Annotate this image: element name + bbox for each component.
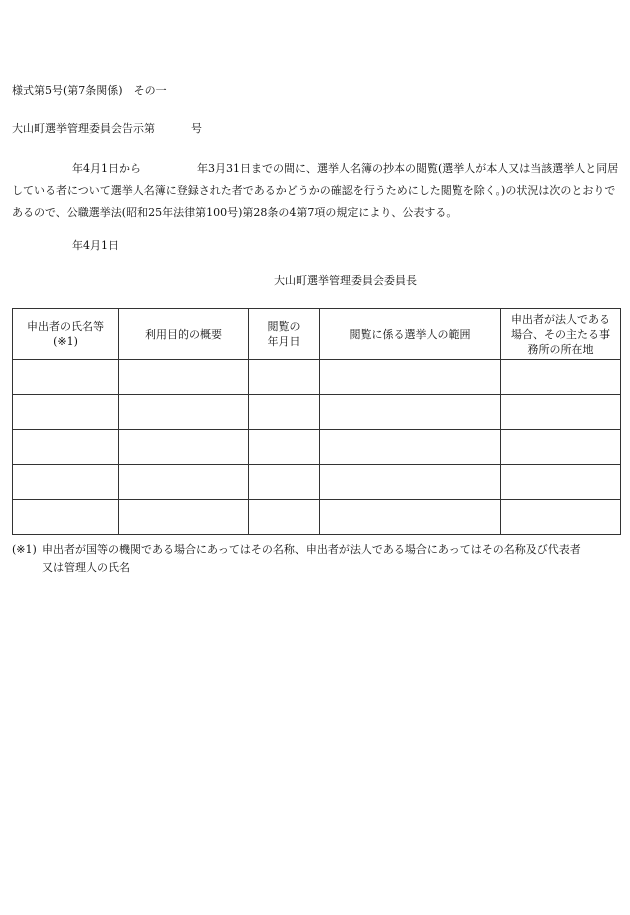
header-applicant-name (13, 309, 119, 360)
notice-suffix: 号 (191, 122, 202, 135)
table-row (13, 395, 621, 430)
header-voter-scope-line1: 閲覧に係る選挙人の範囲 (349, 327, 471, 341)
table-cell (119, 395, 249, 430)
table-cell (501, 360, 621, 395)
table-cell (320, 430, 501, 465)
notice-number (12, 121, 202, 137)
table-cell (249, 430, 320, 465)
table-row (13, 430, 621, 465)
table-cell (249, 360, 320, 395)
table-cell (320, 500, 501, 535)
footnote-line-2: 又は管理人の氏名 (42, 561, 130, 574)
header-office-address-line1: 申出者が法人である (511, 312, 610, 326)
table-cell (501, 430, 621, 465)
table-cell (501, 395, 621, 430)
notice-body (12, 158, 620, 224)
table-cell (13, 465, 119, 500)
header-purpose (119, 309, 249, 360)
notice-prefix: 大山町選挙管理委員会告示第 (12, 122, 155, 135)
header-inspection-date-line2: 年月日 (267, 335, 301, 348)
header-applicant-name-line2: (※1) (53, 335, 78, 348)
table-cell (13, 395, 119, 430)
header-office-address-line2: 場合、その主たる事 (511, 327, 610, 341)
body-part-1: 年4月1日から (72, 162, 141, 175)
table-row (13, 465, 621, 500)
inspection-table (12, 308, 621, 535)
table-row (13, 360, 621, 395)
header-office-address (501, 309, 621, 360)
table-cell (119, 500, 249, 535)
header-office-address-line3: 務所の所在地 (527, 342, 594, 356)
table-cell (119, 360, 249, 395)
table-cell (501, 500, 621, 535)
header-purpose-line1: 利用目的の概要 (145, 327, 222, 341)
footnote-mark: (※1) (12, 543, 37, 556)
body-part-2: 年3月31日までの間に、選挙人名簿の抄本の閲覧(選挙人が本人又は当該選挙人と同居している者について選挙人名簿に登録された者であるかどうかの確認を行うためにした閲覧を除く。)の状況は次のとおりであるので、公職選挙法(昭和25年法律第100号)第28条の4第7項の規定により、公表する。 (12, 162, 619, 219)
signature-chairman: 大山町選挙管理委員会委員長 (274, 274, 417, 287)
table-cell (119, 430, 249, 465)
footnote (12, 541, 622, 577)
table-cell (320, 465, 501, 500)
footnote-line-1: 申出者が国等の機関である場合にあってはその名称、申出者が法人である場合にあってはその名称及び代表者 (42, 543, 581, 556)
table-cell (249, 500, 320, 535)
table-row (13, 500, 621, 535)
table-cell (249, 465, 320, 500)
header-voter-scope (320, 309, 501, 360)
table-cell (320, 360, 501, 395)
header-inspection-date-line1: 閲覧の (267, 320, 301, 333)
table-cell (13, 430, 119, 465)
header-applicant-name-line1: 申出者の氏名等 (27, 320, 104, 333)
table-cell (501, 465, 621, 500)
notice-date: 年4月1日 (72, 239, 119, 252)
table-cell (249, 395, 320, 430)
table-header-row (13, 309, 621, 360)
header-inspection-date (249, 309, 320, 360)
table-cell (13, 500, 119, 535)
table-cell (320, 395, 501, 430)
table-cell (13, 360, 119, 395)
table-cell (119, 465, 249, 500)
form-label: 様式第5号(第7条関係) その一 (12, 84, 167, 97)
